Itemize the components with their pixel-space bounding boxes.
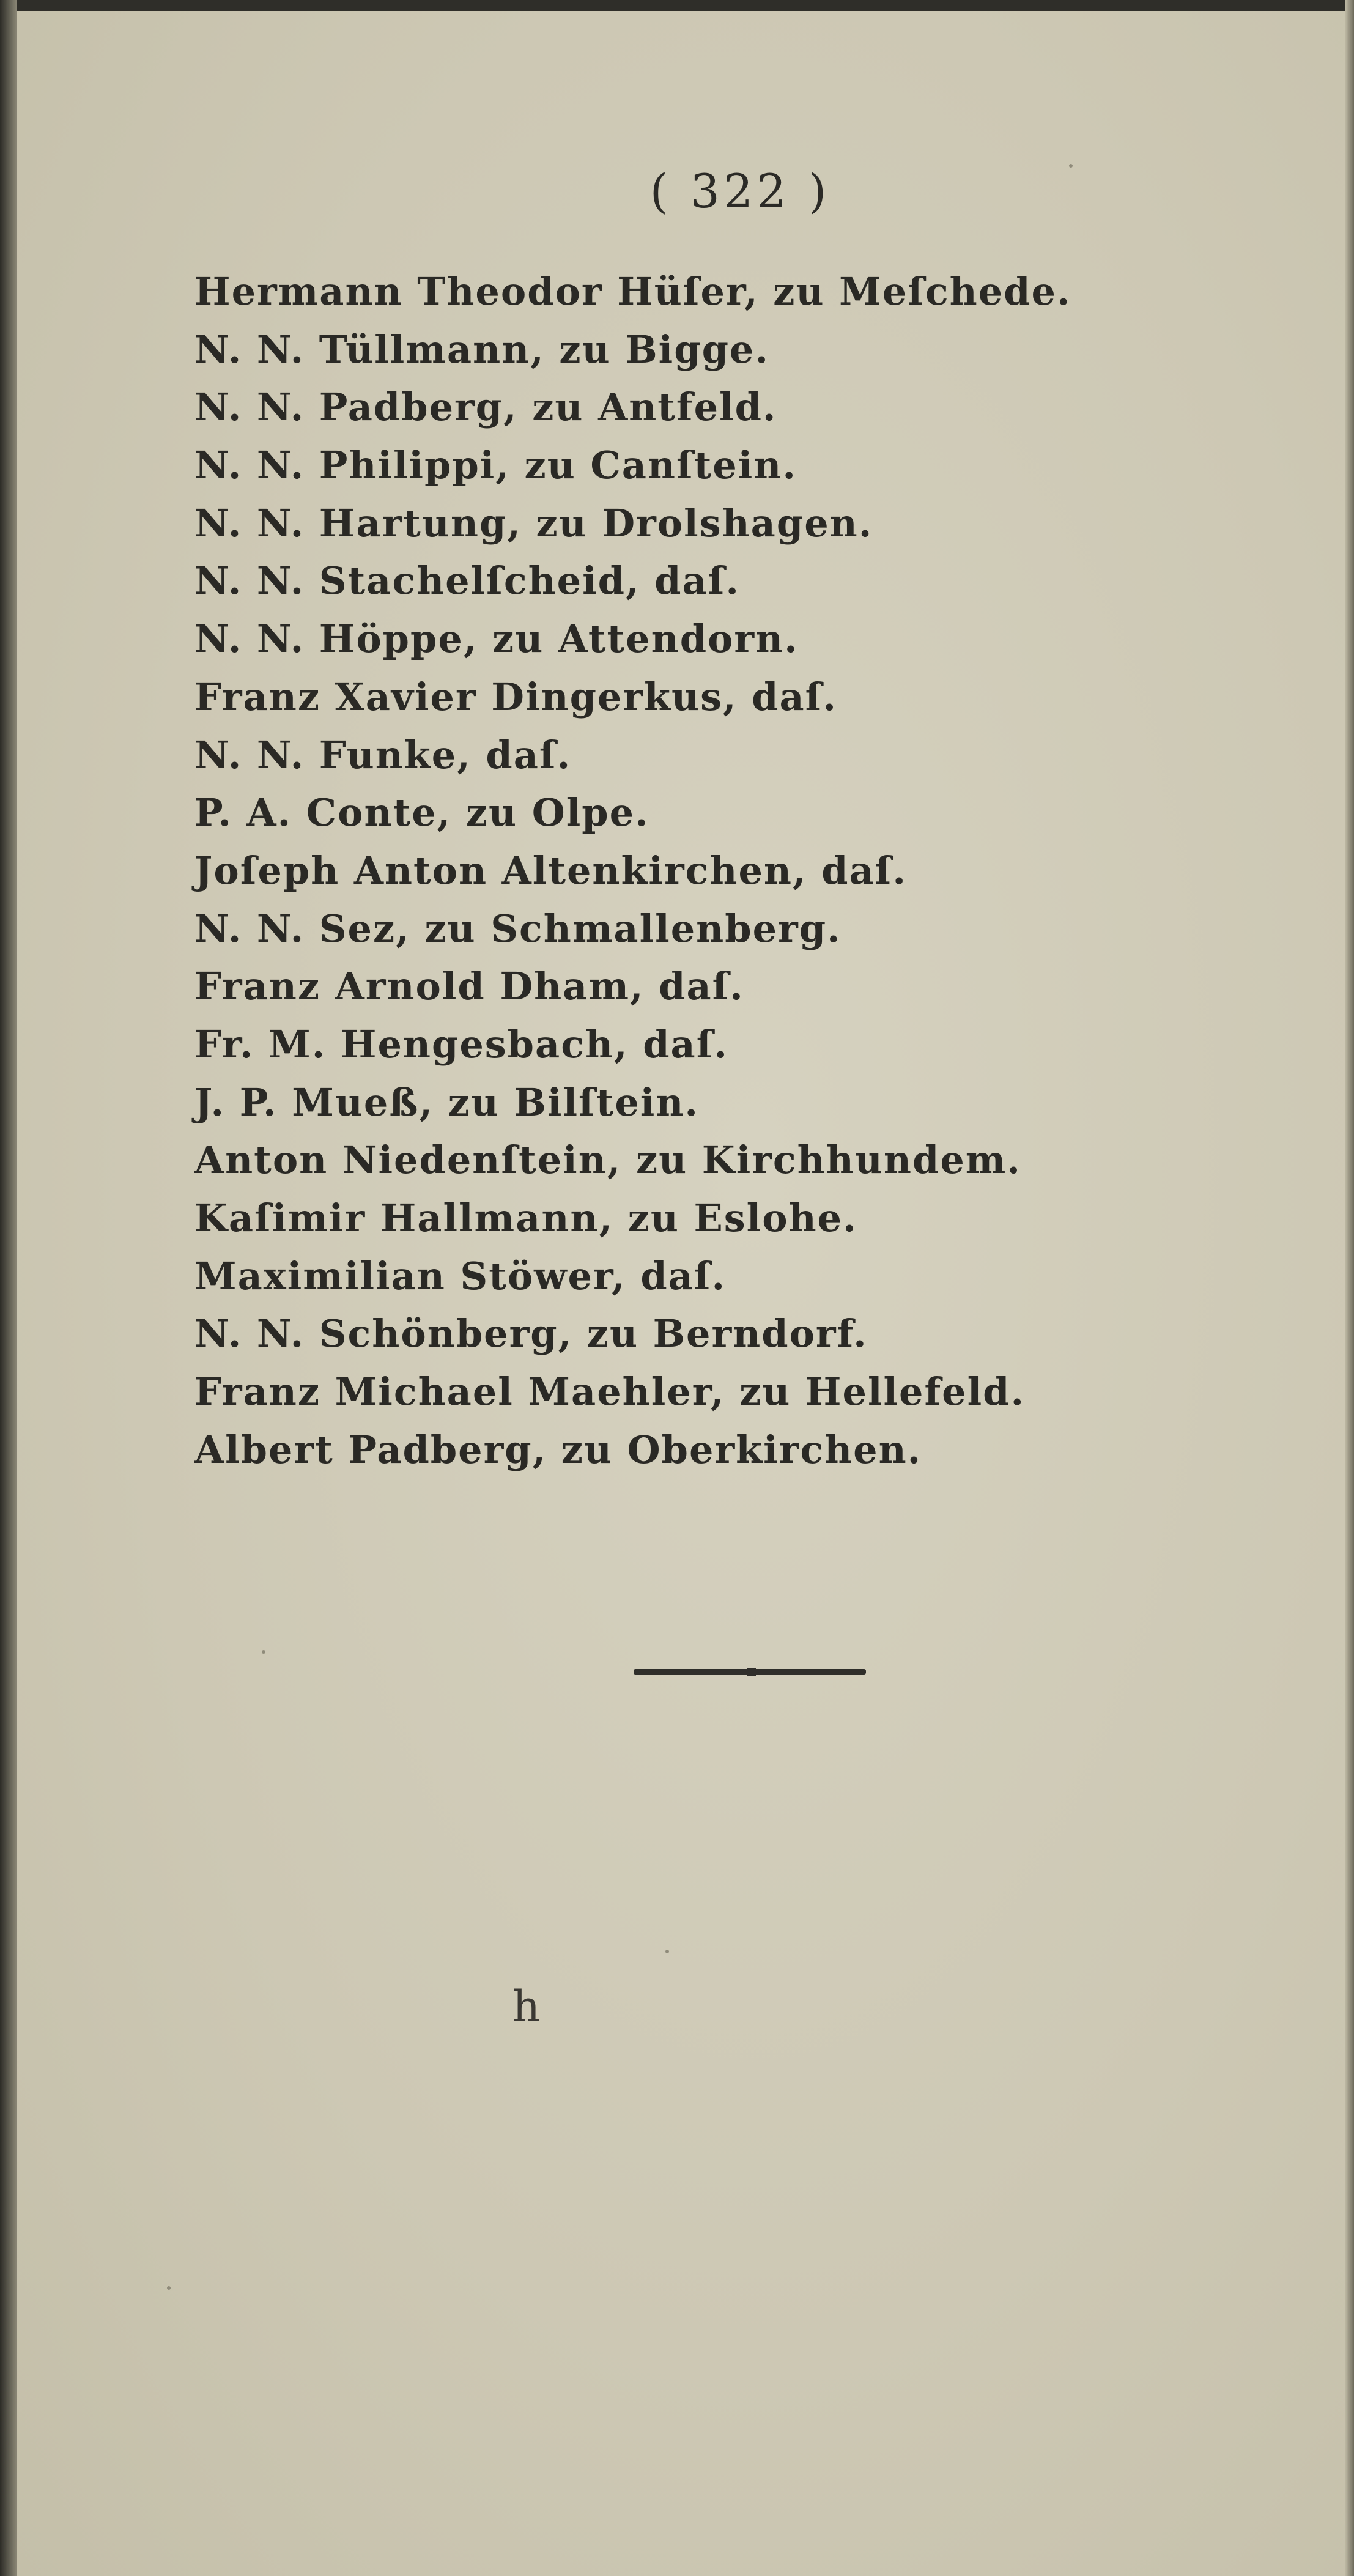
signature-mark: h: [512, 1982, 541, 2032]
list-item: N. N. Schönberg, zu Berndorf.: [194, 1311, 868, 1356]
book-right-edge: [1345, 0, 1354, 2576]
list-item: Maximilian Stöwer, daſ.: [194, 1253, 727, 1298]
list-item: N. N. Sez, zu Schmallenberg.: [194, 906, 842, 951]
list-item: Hermann Theodor Hüſer, zu Meſchede.: [194, 269, 1071, 314]
paper-speck: [262, 1650, 265, 1654]
list-item: N. N. Hartung, zu Drolshagen.: [194, 500, 873, 546]
book-top-edge: [0, 0, 1354, 11]
book-spine-edge: [0, 0, 17, 2576]
list-item: Franz Xavier Dingerkus, daſ.: [194, 674, 837, 719]
list-item: N. N. Tüllmann, zu Bigge.: [194, 327, 769, 372]
list-item: Joſeph Anton Altenkirchen, daſ.: [194, 848, 907, 893]
list-item: P. A. Conte, zu Olpe.: [194, 790, 649, 835]
list-item: Fr. M. Hengesbach, daſ.: [194, 1021, 728, 1067]
list-item: N. N. Höppe, zu Attendorn.: [194, 616, 799, 662]
list-item: N. N. Philippi, zu Canſtein.: [194, 443, 797, 488]
name-list: [194, 263, 1071, 1479]
page-number: ( 322 ): [649, 164, 831, 218]
list-item: Albert Padberg, zu Oberkirchen.: [194, 1427, 922, 1472]
list-item: N. N. Padberg, zu Antfeld.: [194, 385, 777, 430]
paper-speck: [1069, 164, 1073, 168]
list-item: Kaſimir Hallmann, zu Eslohe.: [194, 1196, 857, 1240]
list-item: N. N. Stachelſcheid, daſ.: [194, 558, 740, 604]
list-item: Anton Niedenſtein, zu Kirchhundem.: [194, 1138, 1021, 1183]
list-item: Franz Arnold Dham, daſ.: [194, 964, 744, 1009]
divider-ornament: [747, 1668, 756, 1676]
list-item: J. P. Mueß, zu Bilſtein.: [194, 1079, 699, 1125]
list-item: Franz Michael Maehler, zu Hellefeld.: [194, 1369, 1026, 1415]
paper-speck: [665, 1950, 669, 1953]
list-item: N. N. Funke, daſ.: [194, 732, 572, 777]
paper-speck: [167, 2286, 171, 2290]
